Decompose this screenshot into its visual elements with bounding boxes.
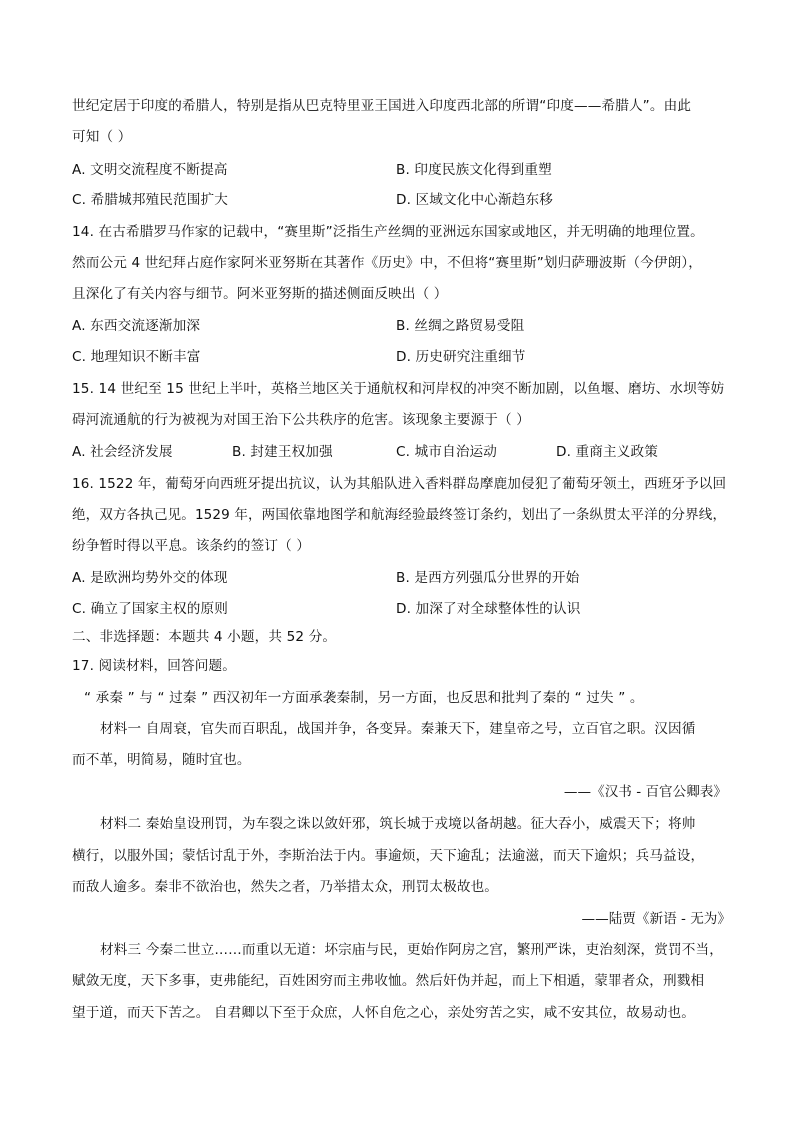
q14-option-b: B. 丝绸之路贸易受阻 [396, 318, 525, 334]
material-2-line1: 材料二 秦始皇设刑罚，为车裂之诛以敛奸邪，筑长城于戎境以备胡越。征大吞小，威震天下；将帅 [100, 816, 696, 832]
q14-option-d: D. 历史研究注重细节 [396, 349, 526, 365]
material-3-line2: 赋敛无度，天下多事，吏弗能纪，百姓困穷而主弗收恤。然后奸伪并起，而上下相遁，蒙罪者众，刑戮相 [72, 973, 705, 989]
material-3-line3: 望于道，而天下苦之。 自君卿以下至于众庶，人怀自危之心，亲处穷苦之实，咸不安其位，故易动也。 [72, 1005, 695, 1021]
q16-option-b: B. 是西方列强瓜分世界的开始 [396, 570, 580, 586]
material-1-line1: 材料一 自周衰，官失而百职乱，战国并争，各变异。秦兼天下，建皇帝之号，立百官之职。汉因循 [100, 721, 696, 737]
q15-stem-line2: 碍河流通航的行为被视为对国王治下公共秩序的危害。该现象主要源于（ ） [72, 412, 531, 428]
q13-option-b: B. 印度民族文化得到重塑 [396, 162, 552, 178]
q13-stem-line1: 世纪定居于印度的希腊人，特别是指从巴克特里亚王国进入印度西北部的所谓“印度——希腊人”。由此 [72, 98, 692, 114]
q16-option-a: A. 是欧洲均势外交的体现 [72, 570, 228, 586]
q17-title: 17. 阅读材料，回答问题。 [72, 658, 236, 674]
q14-stem-line1: 14. 在古希腊罗马作家的记载中，“赛里斯”泛指生产丝绸的亚洲远东国家或地区，并无明确的地理位置。 [72, 224, 704, 240]
q14-stem-line3: 且深化了有关内容与细节。阿米亚努斯的描述侧面反映出（ ） [72, 286, 448, 302]
q14-option-c: C. 地理知识不断丰富 [72, 349, 201, 365]
q15-option-c: C. 城市自治运动 [396, 444, 498, 460]
material-3-line1: 材料三 今秦二世立……而重以无道：坏宗庙与民，更始作阿房之宫，繁刑严诛，吏治刻深，赏罚不当， [100, 942, 723, 958]
section-heading: 二、非选择题：本题共 4 小题，共 52 分。 [72, 629, 337, 645]
material-2-source: ——陆贾《新语 - 无为》 [581, 911, 731, 927]
q16-option-d: D. 加深了对全球整体性的认识 [396, 601, 581, 617]
q17-intro: “ 承秦 ” 与 “ 过秦 ” 西汉初年一方面承袭秦制，另一方面，也反思和批判了秦的 “ 过失 ” 。 [84, 690, 644, 706]
q16-option-c: C. 确立了国家主权的原则 [72, 601, 229, 617]
q14-stem-line2: 然而公元 4 世纪拜占庭作家阿米亚努斯在其著作《历史》中，不但将“赛里斯”划归萨珊波斯（今伊朗）， [72, 255, 703, 271]
q15-stem-line1: 15. 14 世纪至 15 世纪上半叶，英格兰地区关于通航权和河岸权的冲突不断加剧，以鱼堰、磨坊、水坝等妨 [72, 381, 725, 397]
q16-stem-line3: 纷争暂时得以平息。该条约的签订（ ） [72, 538, 311, 554]
q13-stem-line2: 可知（ ） [72, 129, 132, 145]
q16-stem-line2: 绝，双方各执己见。1529 年，两国依靠地图学和航海经验最终签订条约，划出了一条纵贯太平洋的分界线， [72, 507, 727, 523]
q13-option-c: C. 希腊城邦殖民范围扩大 [72, 192, 229, 208]
q13-option-a: A. 文明交流程度不断提高 [72, 162, 228, 178]
q14-option-a: A. 东西交流逐渐加深 [72, 318, 201, 334]
material-2-line3: 而敌人逾多。秦非不欲治也，然失之者，乃举措太众，刑罚太极故也。 [72, 879, 499, 895]
material-2-line2: 横行，以服外国；蒙恬讨乱于外，李斯治法于内。事逾烦，天下逾乱；法逾滋，而天下逾炽；兵马益设， [72, 848, 705, 864]
q15-option-d: D. 重商主义政策 [556, 444, 659, 460]
q16-stem-line1: 16. 1522 年，葡萄牙向西班牙提出抗议，认为其船队进入香料群岛摩鹿加侵犯了葡萄牙领土，西班牙予以回 [72, 476, 727, 492]
q15-option-b: B. 封建王权加强 [232, 444, 333, 460]
material-1-source: ——《汉书 - 百官公卿表》 [563, 784, 727, 800]
material-1-line2: 而不革，明简易，随时宜也。 [72, 752, 251, 768]
q13-option-d: D. 区域文化中心渐趋东移 [396, 192, 553, 208]
q15-option-a: A. 社会经济发展 [72, 444, 173, 460]
